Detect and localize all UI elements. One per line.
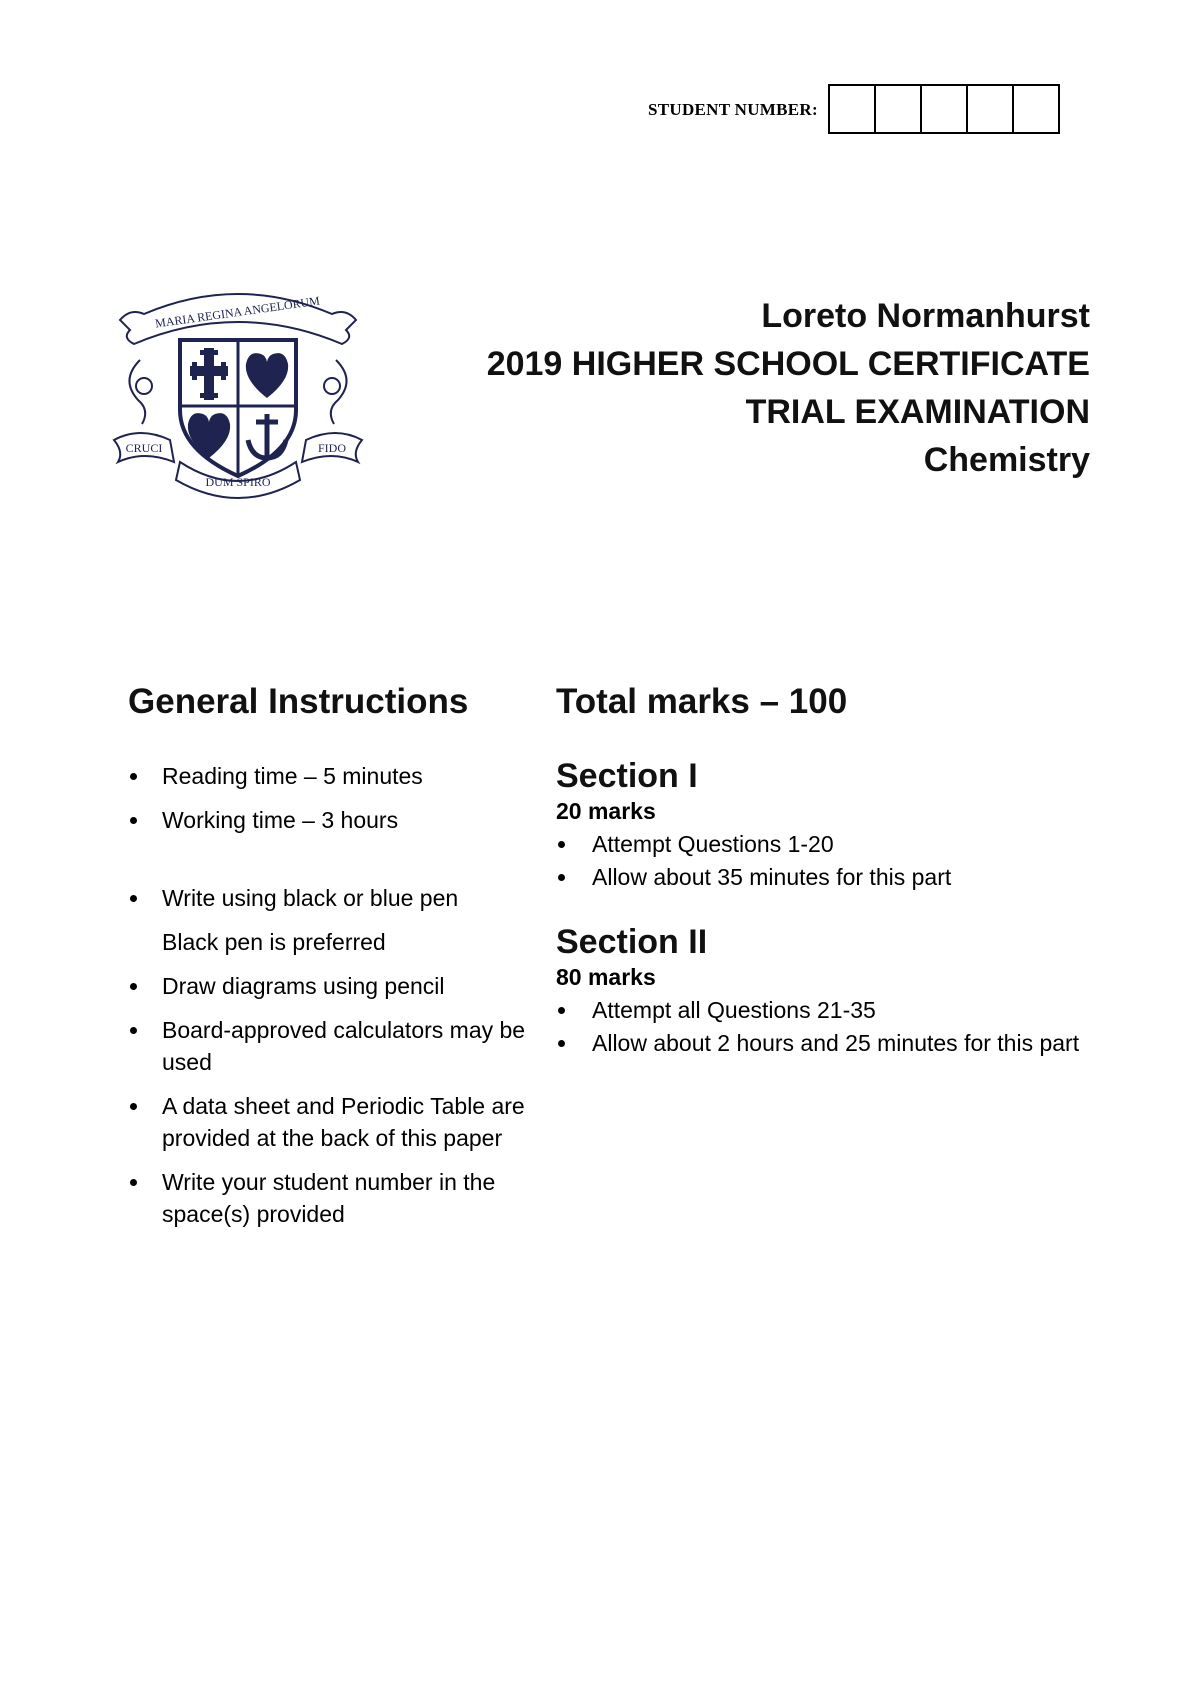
list-item: Board-approved calculators may be used — [128, 1014, 548, 1078]
list-item: Allow about 35 minutes for this part — [556, 861, 1096, 894]
list-item: A data sheet and Periodic Table are provided at the back of this paper — [128, 1090, 548, 1154]
list-item: Draw diagrams using pencil — [128, 970, 548, 1002]
instructions-list — [128, 760, 548, 1230]
student-number-box[interactable] — [968, 86, 1014, 132]
section-title: Section I — [556, 757, 698, 795]
crest-motto-bottom: DUM SPIRO — [205, 475, 271, 489]
total-marks — [556, 680, 1096, 1060]
certificate-title: 2019 HIGHER SCHOOL CERTIFICATE — [486, 345, 1090, 383]
student-number-box[interactable] — [830, 86, 876, 132]
list-item: Reading time – 5 minutes — [128, 760, 548, 792]
exam-title-block — [487, 292, 1090, 484]
general-instructions-heading: General Instructions — [128, 682, 469, 721]
student-number-field — [648, 84, 1060, 134]
section-title: Section II — [556, 923, 708, 961]
general-instructions — [128, 680, 548, 1230]
student-number-boxes[interactable] — [828, 84, 1060, 134]
section-list — [556, 828, 1096, 894]
school-crest-logo — [110, 290, 366, 500]
section-marks: 80 marks — [556, 964, 656, 990]
crest-motto-top: MARIA REGINA ANGELORUM — [154, 293, 321, 331]
section-1 — [556, 756, 1096, 894]
student-number-box[interactable] — [1014, 86, 1058, 132]
section-list — [556, 994, 1096, 1060]
total-marks-heading: Total marks – 100 — [556, 682, 848, 721]
list-item: Attempt all Questions 21-35 — [556, 994, 1096, 1027]
list-item: Write your student number in the space(s) provided — [128, 1166, 548, 1230]
section-marks: 20 marks — [556, 798, 656, 824]
student-number-label: STUDENT NUMBER: — [648, 100, 818, 119]
exam-type: TRIAL EXAMINATION — [745, 393, 1090, 431]
school-name: Loreto Normanhurst — [761, 297, 1090, 335]
list-item: Black pen is preferred — [162, 929, 386, 955]
crest-motto-right: FIDO — [317, 441, 347, 455]
list-item: Attempt Questions 1-20 — [556, 828, 1096, 861]
crest-motto-left: CRUCI — [125, 441, 163, 455]
subject-title: Chemistry — [923, 441, 1090, 479]
list-item: Write using black or blue pen — [128, 882, 548, 914]
student-number-box[interactable] — [922, 86, 968, 132]
list-item: Allow about 2 hours and 25 minutes for this part — [556, 1027, 1096, 1060]
student-number-box[interactable] — [876, 86, 922, 132]
list-item: Working time – 3 hours — [128, 804, 548, 836]
section-2 — [556, 922, 1096, 1060]
